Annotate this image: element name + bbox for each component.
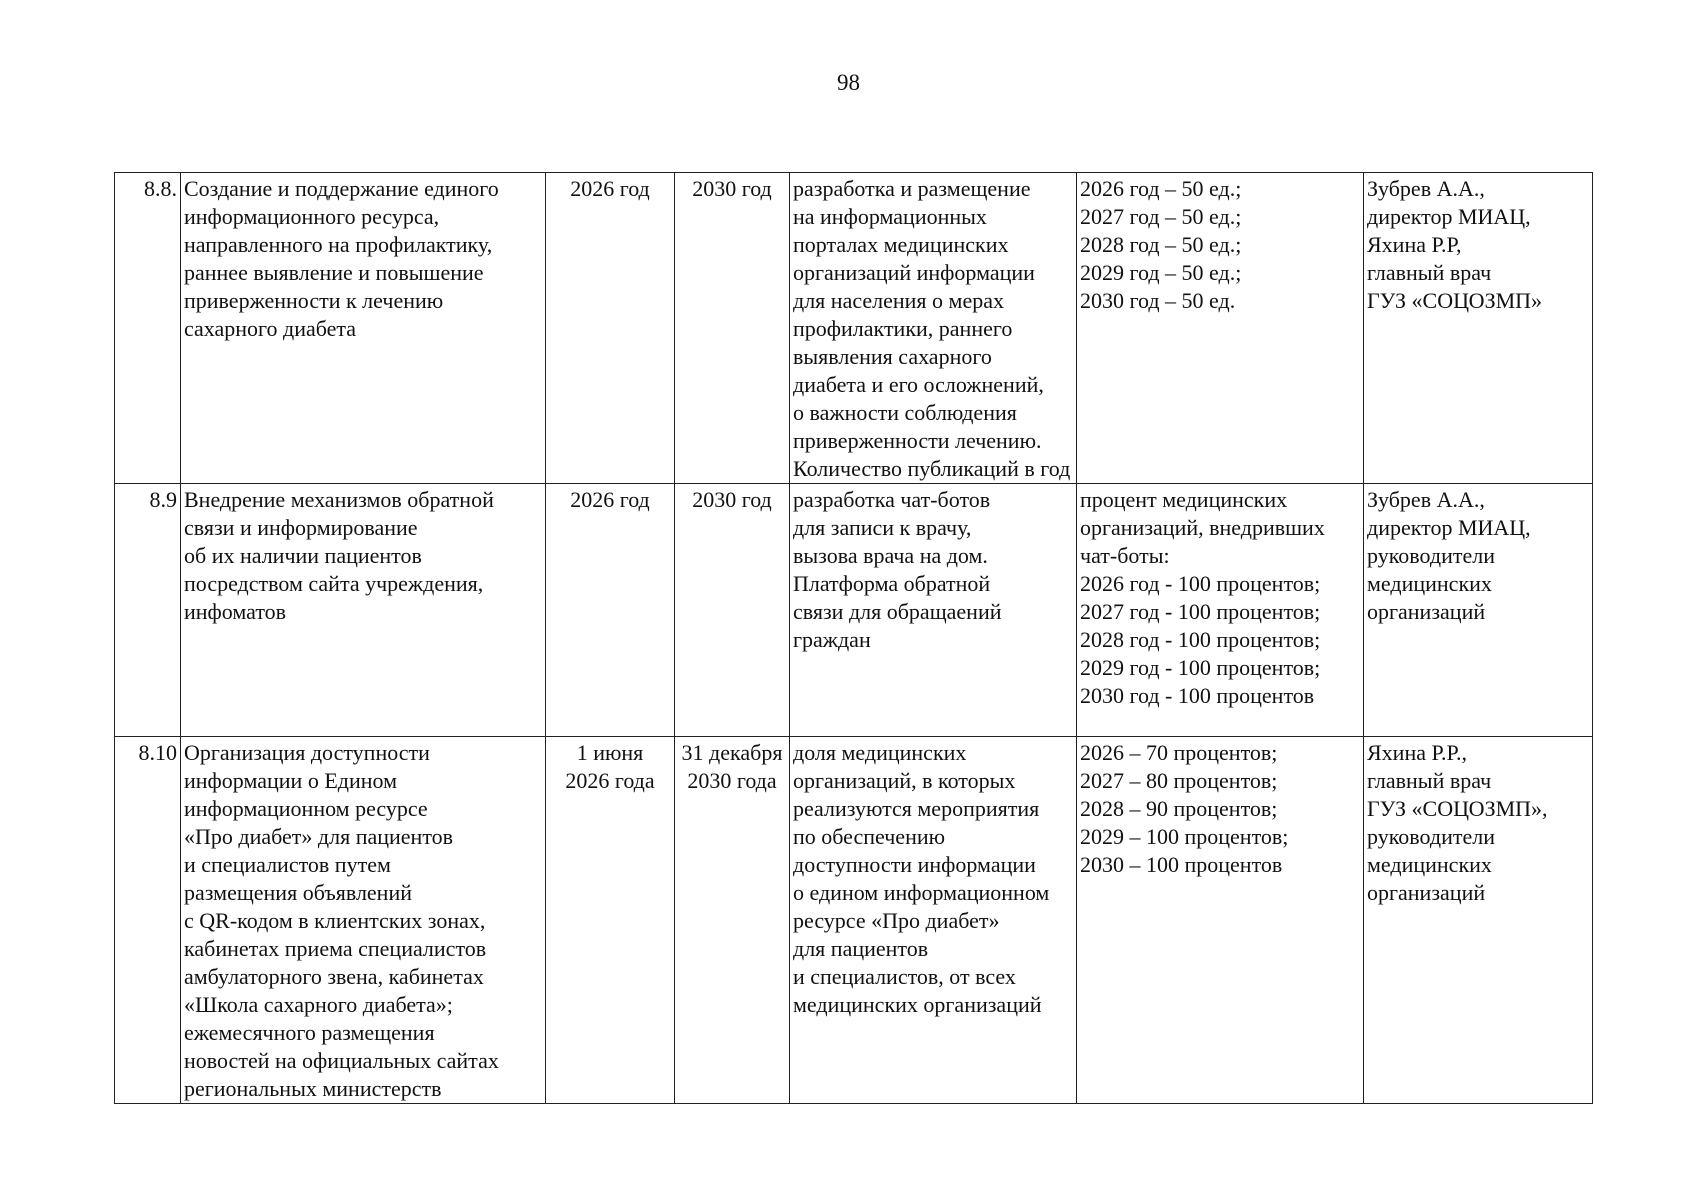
cell-text-line: организаций (1367, 880, 1486, 905)
table-row (115, 484, 1593, 737)
cell-text-line: реализуются мероприятия (793, 796, 1040, 821)
measure-name-cell (181, 737, 546, 1104)
cell-text-line: ГУЗ «СОЦОЗМП», (1367, 796, 1548, 821)
cell-text-line: ресурсе «Про диабет» (793, 908, 1000, 933)
cell-text-line: Организация доступности (184, 740, 430, 765)
cell-text-line: 2028 год – 50 ед.; (1080, 232, 1242, 257)
cell-text-line: 2030 год (692, 487, 772, 512)
cell-text-line: направленного на профилактику, (184, 232, 493, 257)
cell-text-line: порталах медицинских (793, 232, 1009, 257)
cell-text-line: Количество публикаций в год (793, 456, 1071, 481)
cell-text-line: организаций, в которых (793, 768, 1016, 793)
cell-text-line: информационном ресурсе (184, 796, 428, 821)
cell-text-line: организаций информации (793, 260, 1035, 285)
cell-text-line: о важности соблюдения (793, 400, 1017, 425)
item-number-cell (115, 173, 181, 484)
measure-name-cell (181, 484, 546, 737)
result-cell (790, 737, 1077, 1104)
cell-text-line: 2027 год - 100 процентов; (1080, 599, 1321, 624)
cell-text-line: медицинских (1367, 852, 1492, 877)
cell-text-line: 2027 год – 50 ед.; (1080, 204, 1242, 229)
cell-text-line: доступности информации (793, 852, 1036, 877)
cell-text-line: 2026 – 70 процентов; (1080, 740, 1278, 765)
cell-text-line: Яхина Р.Р., (1367, 740, 1467, 765)
cell-text-line: для записи к врачу, (793, 515, 972, 540)
cell-text-line: выявления сахарного (793, 344, 992, 369)
result-cell (790, 173, 1077, 484)
item-number-cell (115, 737, 181, 1104)
result-cell (790, 484, 1077, 737)
cell-text-line: доля медицинских (793, 740, 967, 765)
cell-text-line: связи для обращаений (793, 599, 1002, 624)
cell-text-line: граждан (793, 627, 871, 652)
indicator-cell (1077, 737, 1364, 1104)
page-number: 98 (837, 70, 860, 95)
cell-text-line: разработка и размещение (793, 176, 1031, 201)
cell-text-line: разработка чат-ботов (793, 487, 991, 512)
cell-text-line: директор МИАЦ, (1367, 204, 1531, 229)
cell-text-line: амбулаторного звена, кабинетах (184, 964, 484, 989)
cell-text-line: профилактики, раннего (793, 316, 1013, 341)
cell-text-line: кабинетах приема специалистов (184, 936, 487, 961)
cell-text-line: инфоматов (184, 599, 287, 624)
cell-text-line: 2026 год (570, 176, 650, 201)
cell-text-line: для пациентов (793, 936, 929, 961)
cell-text-line: Яхина Р.Р, (1367, 232, 1462, 257)
cell-text-line: 1 июня (576, 740, 644, 765)
responsible-cell (1364, 484, 1593, 737)
cell-text-line: 2027 – 80 процентов; (1080, 768, 1278, 793)
cell-text-line: посредством сайта учреждения, (184, 571, 484, 596)
cell-text-line: ежемесячного размещения (184, 1020, 435, 1045)
cell-text-line: 2026 год (570, 487, 650, 512)
cell-text-line: главный врач (1367, 768, 1492, 793)
cell-text-line: информации о Едином (184, 768, 398, 793)
cell-text-line: с QR-кодом в клиентских зонах, (184, 908, 486, 933)
cell-text-line: процент медицинских (1080, 487, 1288, 512)
measure-name-cell (181, 173, 546, 484)
end-date-cell (675, 737, 790, 1104)
indicator-cell (1077, 173, 1364, 484)
cell-text-line: ГУЗ «СОЦОЗМП» (1367, 288, 1543, 313)
cell-text-line: приверженности к лечению (184, 288, 444, 313)
cell-text-line: 2030 год (692, 176, 772, 201)
start-date-cell (546, 737, 675, 1104)
cell-text-line: чат-боты: (1080, 543, 1170, 568)
responsible-cell (1364, 173, 1593, 484)
measures-table (114, 172, 1593, 1104)
cell-text-line: 2026 год – 50 ед.; (1080, 176, 1242, 201)
cell-text-line: об их наличии пациентов (184, 543, 422, 568)
cell-text-line: 2028 – 90 процентов; (1080, 796, 1278, 821)
indicator-cell (1077, 484, 1364, 737)
cell-text-line: о едином информационном (793, 880, 1050, 905)
cell-text-line: приверженности лечению. (793, 428, 1042, 453)
cell-text-line: диабета и его осложнений, (793, 372, 1044, 397)
cell-text-line: руководители (1367, 824, 1495, 849)
cell-text-line: региональных министерств (184, 1076, 442, 1101)
cell-text-line: информационного ресурса, (184, 204, 440, 229)
cell-text-line: 2029 год – 50 ед.; (1080, 260, 1242, 285)
cell-text-line: руководители (1367, 543, 1495, 568)
cell-text-line: 2029 – 100 процентов; (1080, 824, 1289, 849)
cell-text-line: Зубрев А.А., (1367, 487, 1485, 512)
cell-text-line: новостей на официальных сайтах (184, 1048, 499, 1073)
cell-text-line: 2030 года (687, 768, 777, 793)
cell-text-line: главный врач (1367, 260, 1492, 285)
start-date-cell (546, 484, 675, 737)
cell-text-line: «Про диабет» для пациентов (184, 824, 454, 849)
table-row (115, 737, 1593, 1104)
cell-text-line: сахарного диабета (184, 316, 357, 341)
cell-text-line: «Школа сахарного диабета»; (184, 992, 453, 1017)
cell-text-line: 2030 – 100 процентов (1080, 852, 1283, 877)
cell-text-line: Создание и поддержание единого (184, 176, 499, 201)
item-number: 8.9 (149, 487, 177, 512)
cell-text-line: 2028 год - 100 процентов; (1080, 627, 1321, 652)
end-date-cell (675, 173, 790, 484)
cell-text-line: раннее выявление и повышение (184, 260, 484, 285)
cell-text-line: медицинских (1367, 571, 1492, 596)
start-date-cell (546, 173, 675, 484)
cell-text-line: по обеспечению (793, 824, 946, 849)
cell-text-line: Внедрение механизмов обратной (184, 487, 494, 512)
cell-text-line: вызова врача на дом. (793, 543, 988, 568)
cell-text-line: на информационных (793, 204, 987, 229)
end-date-cell (675, 484, 790, 737)
cell-text-line: размещения объявлений (184, 880, 413, 905)
item-number: 8.8. (144, 176, 177, 201)
item-number: 8.10 (138, 740, 177, 765)
cell-text-line: 31 декабря (681, 740, 783, 765)
table-row (115, 173, 1593, 484)
cell-text-line: медицинских организаций (793, 992, 1042, 1017)
cell-text-line: и специалистов путем (184, 852, 391, 877)
cell-text-line: организаций (1367, 599, 1486, 624)
cell-text-line: 2029 год - 100 процентов; (1080, 655, 1321, 680)
cell-text-line: и специалистов, от всех (793, 964, 1016, 989)
cell-text-line: для населения о мерах (793, 288, 1004, 313)
responsible-cell (1364, 737, 1593, 1104)
cell-text-line: организаций, внедривших (1080, 515, 1325, 540)
cell-text-line: 2026 год - 100 процентов; (1080, 571, 1321, 596)
cell-text-line: 2026 года (565, 768, 655, 793)
cell-text-line: связи и информирование (184, 515, 418, 540)
cell-text-line: Платформа обратной (793, 571, 991, 596)
cell-text-line: 2030 год – 50 ед. (1080, 288, 1236, 313)
item-number-cell (115, 484, 181, 737)
cell-text-line: Зубрев А.А., (1367, 176, 1485, 201)
cell-text-line: директор МИАЦ, (1367, 515, 1531, 540)
cell-text-line: 2030 год - 100 процентов (1080, 683, 1315, 708)
